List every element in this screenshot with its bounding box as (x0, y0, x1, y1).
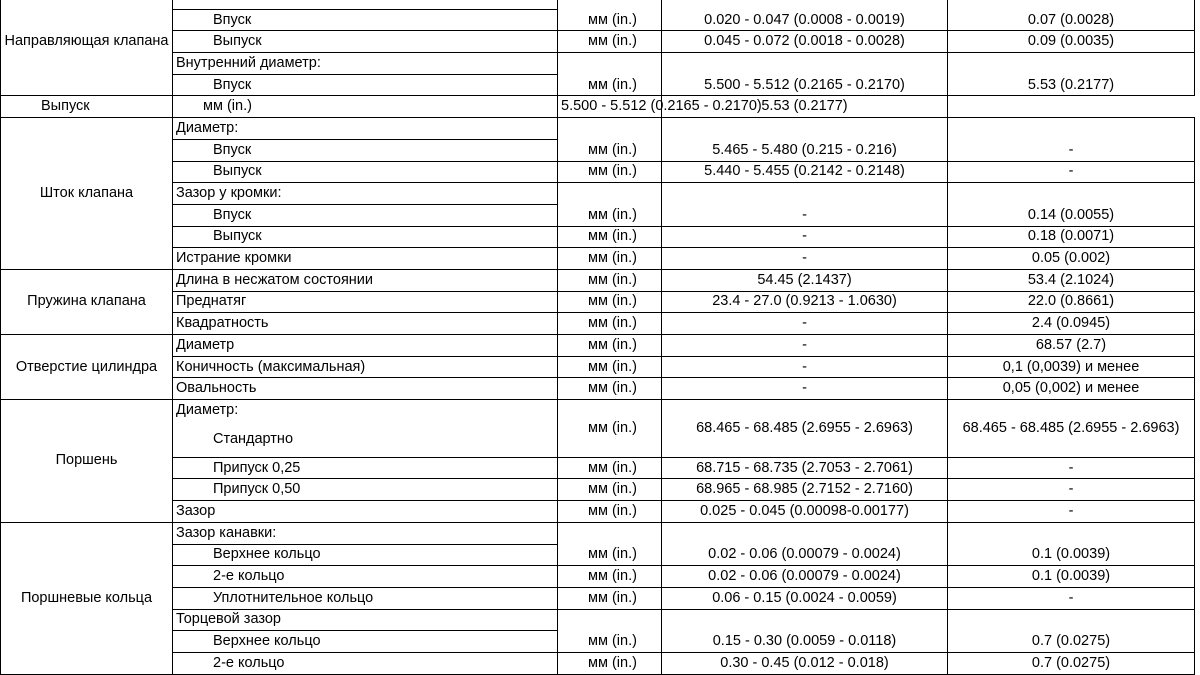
table-row (1, 204, 1195, 226)
table-row (1, 0, 1195, 9)
limit-value-cell: - (948, 479, 1195, 501)
limit-value-cell: 0.7 (0.0275) (948, 631, 1195, 653)
parameter-cell: Диаметр: (173, 118, 558, 140)
parameter-cell: Квадратность (173, 313, 558, 335)
standard-value-cell: - (662, 226, 948, 248)
section-label: Поршень (1, 400, 173, 523)
table-row (1, 291, 1195, 313)
parameter-cell: Диаметр: (173, 400, 558, 422)
standard-value-cell (662, 183, 948, 205)
limit-value-cell: 0.18 (0.0071) (948, 226, 1195, 248)
unit-cell (558, 183, 662, 205)
parameter-cell: Впуск (173, 204, 558, 226)
limit-value-cell: - (948, 139, 1195, 161)
table-row (1, 335, 1195, 357)
parameter-cell: 2-е кольцо (173, 652, 558, 674)
limit-value-cell: 0.1 (0.0039) (948, 544, 1195, 566)
table-row (1, 522, 1195, 544)
limit-value-cell: - (948, 587, 1195, 609)
table-row (1, 269, 1195, 291)
standard-value-cell: 0.15 - 0.30 (0.0059 - 0.0118) (662, 631, 948, 653)
table-row (1, 479, 1195, 501)
standard-value-cell: - (662, 356, 948, 378)
table-row (1, 53, 1195, 75)
unit-cell: мм (in.) (558, 31, 662, 53)
table-row (1, 378, 1195, 400)
limit-value-cell: - (948, 161, 1195, 183)
unit-cell: мм (in.) (558, 226, 662, 248)
standard-value-cell: 23.4 - 27.0 (0.9213 - 1.0630) (662, 291, 948, 313)
standard-value-cell: 0.30 - 0.45 (0.012 - 0.018) (662, 652, 948, 674)
unit-cell (558, 118, 662, 140)
standard-value-cell (662, 53, 948, 75)
table-row (1, 566, 1195, 588)
unit-cell: мм (in.) (558, 291, 662, 313)
standard-value-cell: 0.045 - 0.072 (0.0018 - 0.0028) (662, 31, 948, 53)
section-label: Поршневые кольца (1, 522, 173, 674)
parameter-cell: Верхнее кольцо (173, 631, 558, 653)
limit-value-cell (948, 118, 1195, 140)
standard-value-cell: 0.06 - 0.15 (0.0024 - 0.0059) (662, 587, 948, 609)
limit-value-cell: - (948, 501, 1195, 523)
limit-value-cell: 0.7 (0.0275) (948, 652, 1195, 674)
unit-cell (558, 609, 662, 631)
limit-value-cell: 0.07 (0.0028) (948, 9, 1195, 31)
table-row (1, 400, 1195, 422)
standard-value-cell: 68.965 - 68.985 (2.7152 - 2.7160) (662, 479, 948, 501)
limit-value-cell: 0.1 (0.0039) (948, 566, 1195, 588)
table-row (1, 356, 1195, 378)
limit-value-cell: 0.05 (0.002) (948, 248, 1195, 270)
limit-value-cell: 2.4 (0.0945) (948, 313, 1195, 335)
table-row (1, 609, 1195, 631)
unit-cell: мм (in.) (558, 652, 662, 674)
unit-cell: мм (in.) (558, 269, 662, 291)
section-label: Отверстие цилиндра (1, 335, 173, 400)
table-row (1, 161, 1195, 183)
table-row (1, 587, 1195, 609)
limit-value-cell: - (948, 457, 1195, 479)
limit-value-cell: 22.0 (0.8661) (948, 291, 1195, 313)
unit-cell: мм (in.) (558, 204, 662, 226)
table-row (1, 501, 1195, 523)
parameter-cell: Верхнее кольцо (173, 544, 558, 566)
standard-value-cell: 0.02 - 0.06 (0.00079 - 0.0024) (662, 566, 948, 588)
unit-cell: мм (in.) (558, 544, 662, 566)
parameter-cell: Уплотнительное кольцо (173, 587, 558, 609)
table-row (1, 183, 1195, 205)
parameter-cell: Зазор (173, 501, 558, 523)
standard-value-cell: 0.02 - 0.06 (0.00079 - 0.0024) (662, 544, 948, 566)
standard-value-cell: 68.715 - 68.735 (2.7053 - 2.7061) (662, 457, 948, 479)
standard-value-cell: - (662, 378, 948, 400)
table-row (1, 457, 1195, 479)
standard-value-cell (662, 118, 948, 140)
parameter-cell: Торцевой зазор (173, 609, 558, 631)
table-row (1, 226, 1195, 248)
limit-value-cell: 68.57 (2.7) (948, 335, 1195, 357)
unit-cell: мм (in.) (558, 139, 662, 161)
unit-cell: мм (in.) (558, 9, 662, 31)
standard-value-cell: - (662, 248, 948, 270)
unit-cell: мм (in.) (558, 400, 662, 458)
table-row (1, 544, 1195, 566)
standard-value-cell: 54.45 (2.1437) (662, 269, 948, 291)
limit-value-cell (948, 0, 1195, 9)
standard-value-cell: 5.440 - 5.455 (0.2142 - 0.2148) (662, 161, 948, 183)
limit-value-cell (948, 609, 1195, 631)
unit-cell: мм (in.) (558, 335, 662, 357)
table-row (1, 31, 1195, 53)
section-label: Шток клапана (1, 118, 173, 270)
specifications-table-body (1, 0, 1195, 674)
standard-value-cell (662, 0, 948, 9)
table-row (1, 9, 1195, 31)
parameter-cell: Преднатяг (173, 291, 558, 313)
standard-value-cell: 5.500 - 5.512 (0.2165 - 0.2170) (558, 96, 662, 118)
table-row (1, 74, 1195, 96)
parameter-cell: Впуск (173, 9, 558, 31)
unit-cell: мм (in.) (558, 501, 662, 523)
parameter-cell: Внутренний диаметр: (173, 53, 558, 75)
limit-value-cell: 0.14 (0.0055) (948, 204, 1195, 226)
limit-value-cell (948, 53, 1195, 75)
table-row (1, 118, 1195, 140)
unit-cell: мм (in.) (173, 96, 558, 118)
table-row (1, 631, 1195, 653)
parameter-cell: Овальность (173, 378, 558, 400)
parameter-cell: Выпуск (173, 161, 558, 183)
unit-cell: мм (in.) (558, 356, 662, 378)
unit-cell: мм (in.) (558, 566, 662, 588)
table-row (1, 139, 1195, 161)
parameter-cell: Зазор у кромки: (173, 183, 558, 205)
limit-value-cell (948, 522, 1195, 544)
limit-value-cell: 5.53 (0.2177) (662, 96, 948, 118)
unit-cell: мм (in.) (558, 161, 662, 183)
unit-cell: мм (in.) (558, 587, 662, 609)
standard-value-cell: 0.020 - 0.047 (0.0008 - 0.0019) (662, 9, 948, 31)
unit-cell: мм (in.) (558, 479, 662, 501)
unit-cell (558, 0, 662, 9)
parameter-cell: Длина в несжатом состоянии (173, 269, 558, 291)
standard-value-cell: - (662, 335, 948, 357)
unit-cell: мм (in.) (558, 378, 662, 400)
limit-value-cell: 0,05 (0,002) и менее (948, 378, 1195, 400)
unit-cell: мм (in.) (558, 313, 662, 335)
limit-value-cell: 0,1 (0,0039) и менее (948, 356, 1195, 378)
unit-cell: мм (in.) (558, 248, 662, 270)
unit-cell (558, 522, 662, 544)
parameter-cell: Впуск (173, 139, 558, 161)
standard-value-cell: 5.465 - 5.480 (0.215 - 0.216) (662, 139, 948, 161)
standard-value-cell (662, 522, 948, 544)
unit-cell: мм (in.) (558, 457, 662, 479)
parameter-cell: Впуск (173, 74, 558, 96)
parameter-cell (173, 0, 558, 9)
table-row (1, 313, 1195, 335)
parameter-cell: Припуск 0,50 (173, 479, 558, 501)
section-label: Направляющая клапана (1, 0, 173, 96)
parameter-cell: Выпуск (173, 31, 558, 53)
table-row (1, 96, 1195, 118)
standard-value-cell: 5.500 - 5.512 (0.2165 - 0.2170) (662, 74, 948, 96)
standard-value-cell: - (662, 313, 948, 335)
parameter-cell: Выпуск (1, 96, 173, 118)
parameter-cell: Коничность (максимальная) (173, 356, 558, 378)
standard-value-cell: - (662, 204, 948, 226)
unit-cell: мм (in.) (558, 74, 662, 96)
limit-value-cell: 5.53 (0.2177) (948, 74, 1195, 96)
parameter-cell: Припуск 0,25 (173, 457, 558, 479)
table-row (1, 652, 1195, 674)
limit-value-cell (948, 183, 1195, 205)
section-label: Пружина клапана (1, 269, 173, 334)
unit-cell: мм (in.) (558, 631, 662, 653)
parameter-cell: Стандартно (173, 421, 558, 457)
standard-value-cell: 0.025 - 0.045 (0.00098-0.00177) (662, 501, 948, 523)
unit-cell (558, 53, 662, 75)
parameter-cell: 2-е кольцо (173, 566, 558, 588)
parameter-cell: Истрание кромки (173, 248, 558, 270)
parameter-cell: Зазор канавки: (173, 522, 558, 544)
parameter-cell: Выпуск (173, 226, 558, 248)
limit-value-cell: 53.4 (2.1024) (948, 269, 1195, 291)
parameter-cell: Диаметр (173, 335, 558, 357)
table-row (1, 248, 1195, 270)
standard-value-cell (662, 609, 948, 631)
standard-value-cell: 68.465 - 68.485 (2.6955 - 2.6963) (662, 400, 948, 458)
limit-value-cell: 68.465 - 68.485 (2.6955 - 2.6963) (948, 400, 1195, 458)
limit-value-cell: 0.09 (0.0035) (948, 31, 1195, 53)
